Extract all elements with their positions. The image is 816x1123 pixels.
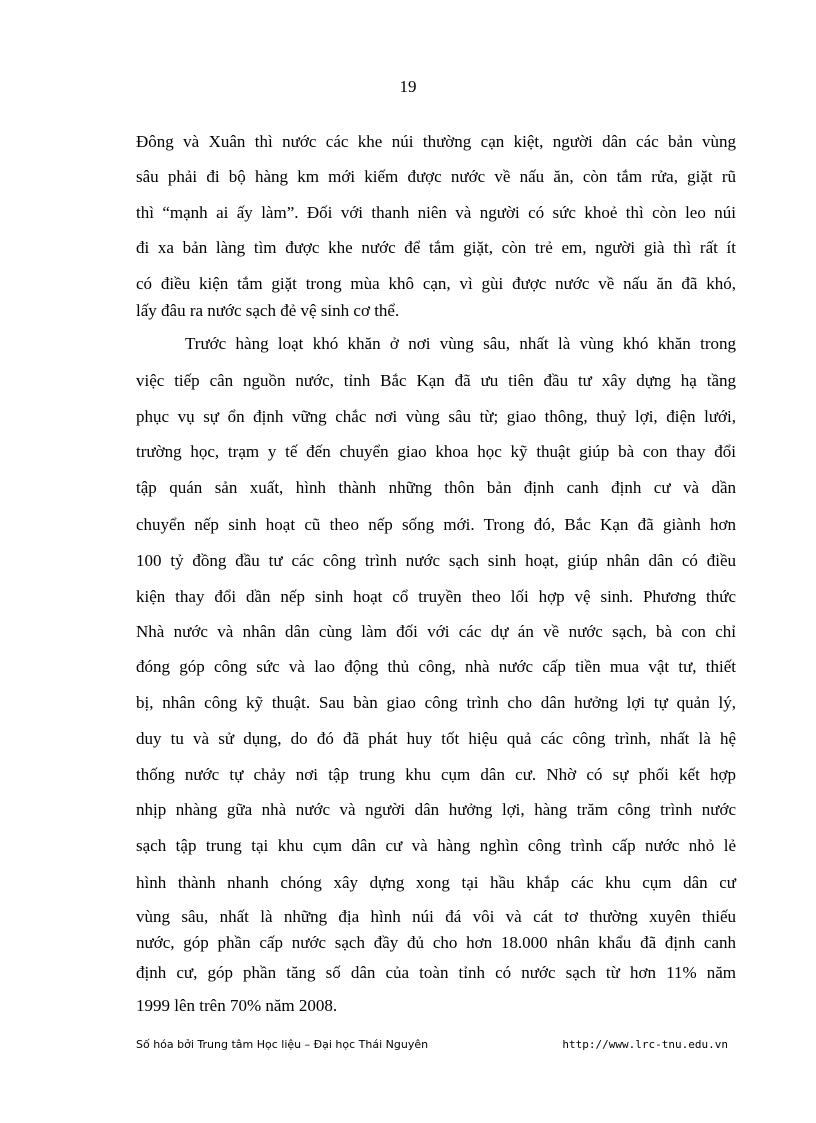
text-line: Nhà nước và nhân dân cùng làm đối với các dự án về nước sạch, bà con chỉ — [136, 622, 736, 641]
text-line: 1999 lên trên 70% năm 2008. — [136, 996, 338, 1015]
text-line: Trước hàng loạt khó khăn ở nơi vùng sâu, nhất là vùng khó khăn trong — [185, 334, 736, 353]
footer-source-credit: Số hóa bởi Trung tâm Học liệu – Đại học Thái Nguyên — [136, 1038, 429, 1051]
text-line: nước, góp phần cấp nước sạch đầy đủ cho hơn 18.000 nhân khẩu đã định canh — [136, 933, 736, 952]
text-line: đi xa bản làng tìm được khe nước để tắm giặt, còn trẻ em, người già thì rất ít — [136, 238, 736, 257]
text-line: Đông và Xuân thì nước các khe núi thường cạn kiệt, người dân các bản vùng — [136, 132, 736, 151]
text-line: tập quán sản xuất, hình thành những thôn bản định canh định cư và dần — [136, 478, 736, 497]
text-line: trường học, trạm y tế đến chuyển giao khoa học kỹ thuật giúp bà con thay đổi — [136, 442, 736, 461]
text-line: duy tu và sử dụng, do đó đã phát huy tốt hiệu quả các công trình, nhất là hệ — [136, 729, 736, 748]
text-line: có điều kiện tắm giặt trong mùa khô cạn, vì gùi được nước về nấu ăn đã khó, — [136, 274, 736, 293]
text-line: đóng góp công sức và lao động thủ công, nhà nước cấp tiền mua vật tư, thiết — [136, 657, 736, 676]
text-line: bị, nhân công kỹ thuật. Sau bàn giao công trình cho dân hưởng lợi tự quản lý, — [136, 693, 736, 712]
text-line: hình thành nhanh chóng xây dựng xong tại hầu khắp các khu cụm dân cư — [136, 873, 736, 892]
text-line: phục vụ sự ổn định vững chắc nơi vùng sâu từ; giao thông, thuỷ lợi, điện lưới, — [136, 407, 736, 426]
text-line: chuyển nếp sinh hoạt cũ theo nếp sống mới. Trong đó, Bắc Kạn đã giành hơn — [136, 515, 736, 534]
text-line: thống nước tự chảy nơi tập trung khu cụm dân cư. Nhờ có sự phối kết hợp — [136, 765, 736, 784]
page-number: 19 — [399, 77, 417, 96]
text-line: định cư, góp phần tăng số dân của toàn tỉnh có nước sạch từ hơn 11% năm — [136, 963, 736, 982]
text-line: việc tiếp cân nguồn nước, tỉnh Bắc Kạn đã ưu tiên đầu tư xây dựng hạ tầng — [136, 371, 736, 390]
text-line: vùng sâu, nhất là những địa hình núi đá vôi và cát tơ thường xuyên thiếu — [136, 907, 736, 926]
footer-url: http://www.lrc-tnu.edu.vn — [562, 1038, 728, 1051]
text-line: lấy đâu ra nước sạch đẻ vệ sinh cơ thể. — [136, 301, 400, 320]
text-line: sạch tập trung tại khu cụm dân cư và hàng nghìn công trình cấp nước nhỏ lẻ — [136, 836, 736, 855]
text-line: sâu phải đi bộ hàng km mới kiếm được nước về nấu ăn, còn tắm rửa, giặt rũ — [136, 167, 736, 186]
text-line: 100 tỷ đồng đầu tư các công trình nước sạch sinh hoạt, giúp nhân dân có điều — [136, 551, 736, 570]
text-line: kiện thay đổi dần nếp sinh hoạt cổ truyền theo lối hợp vệ sinh. Phương thức — [136, 587, 736, 606]
text-line: thì “mạnh ai ấy làm”. Đối với thanh niên và người có sức khoẻ thì còn leo núi — [136, 203, 736, 222]
text-line: nhịp nhàng gữa nhà nước và người dân hưởng lợi, hàng trăm công trình nước — [136, 800, 736, 819]
